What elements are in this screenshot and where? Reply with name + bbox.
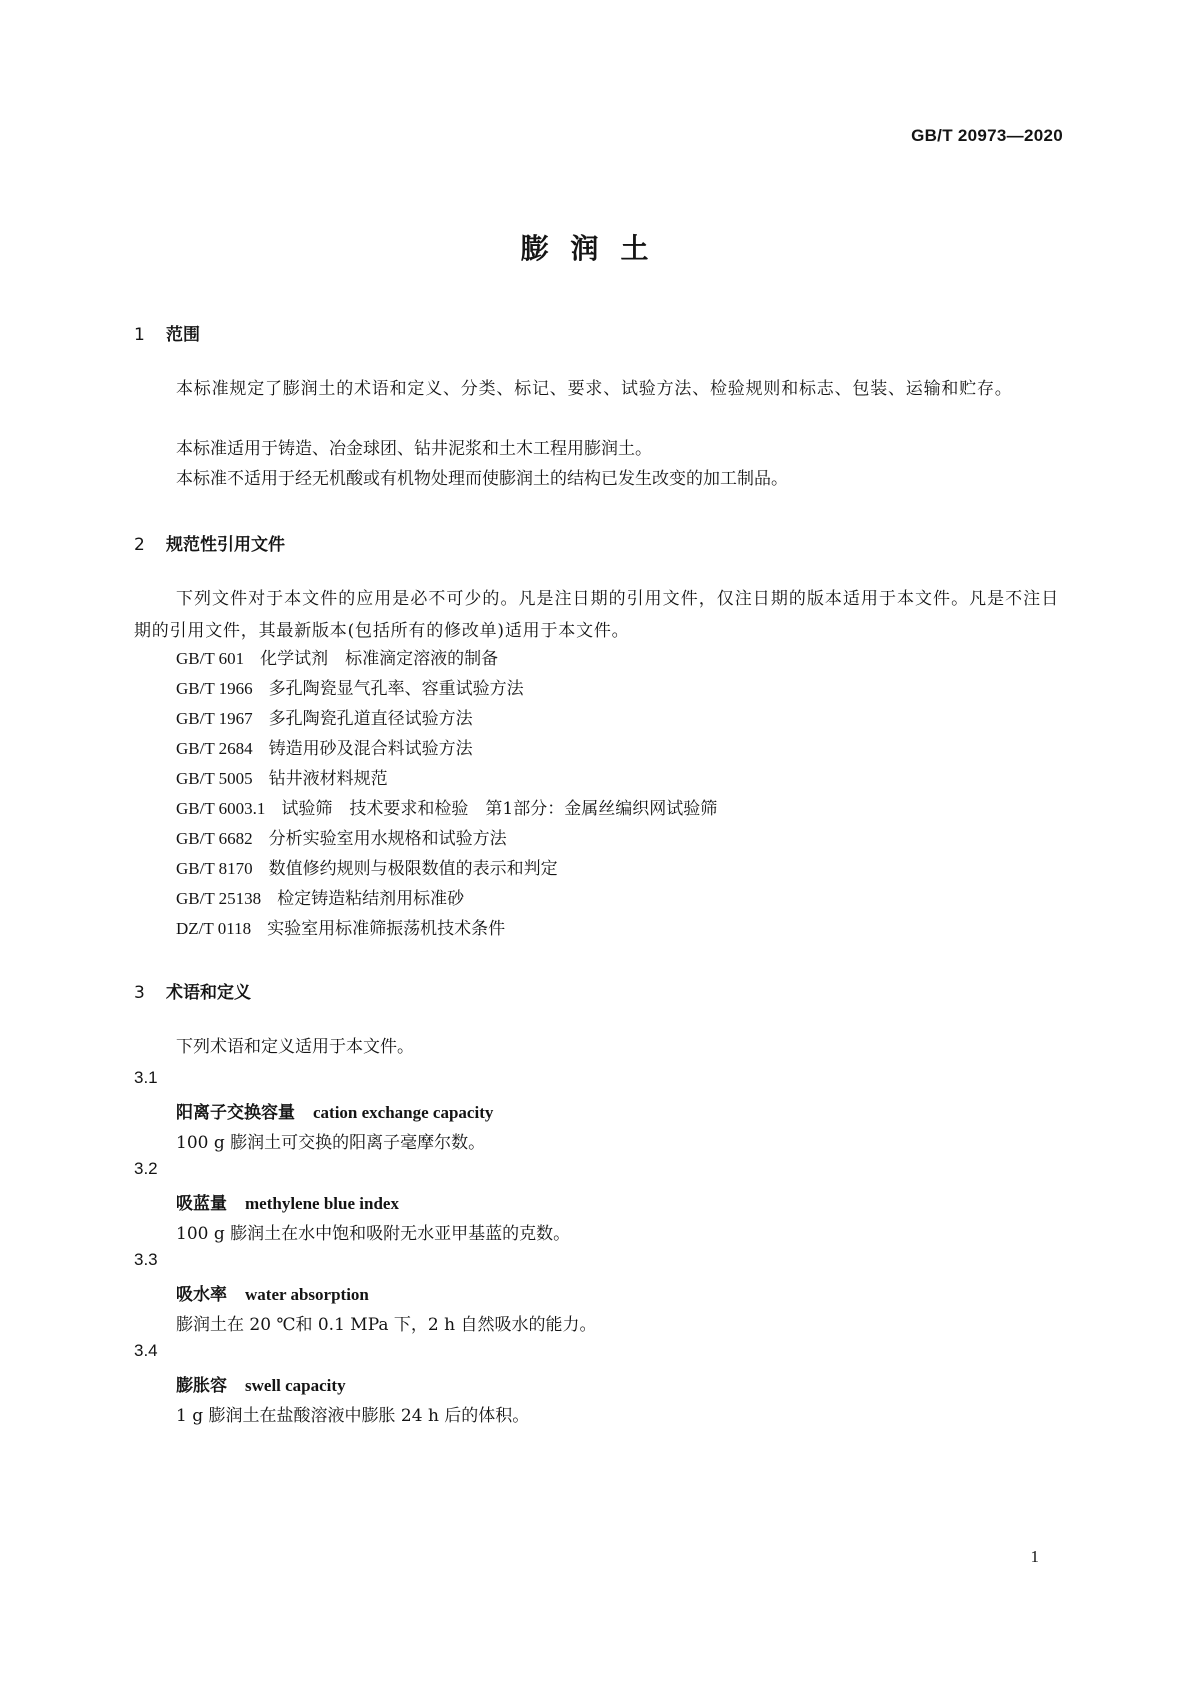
scope-paragraph-3: 本标准不适用于经无机酸或有机物处理而使膨润土的结构已发生改变的加工制品。 <box>176 469 788 489</box>
term-name-en: cation exchange capacity <box>313 1103 494 1122</box>
reference-code: GB/T 601 <box>176 649 245 668</box>
reference-item <box>176 703 473 735</box>
section-heading-scope <box>134 320 200 345</box>
reference-title: 钻井液材料规范 <box>268 769 388 789</box>
reference-code: GB/T 6003.1 <box>176 799 266 818</box>
term-number: 3.2 <box>134 1159 158 1178</box>
reference-title: 多孔陶瓷显气孔率、容重试验方法 <box>268 679 524 699</box>
term-name-zh: 膨胀容 <box>176 1376 227 1396</box>
standard-code: GB/T 20973—2020 <box>911 126 1063 145</box>
reference-code: GB/T 6682 <box>176 829 253 848</box>
reference-code: DZ/T 0118 <box>176 919 252 938</box>
reference-title: 检定铸造粘结剂用标准砂 <box>277 889 465 909</box>
section-number: 2 <box>134 535 145 555</box>
reference-item <box>176 733 473 765</box>
term-number: 3.1 <box>134 1068 158 1087</box>
reference-code: GB/T 1966 <box>176 679 253 698</box>
reference-title: 实验室用标准筛振荡机技术条件 <box>267 919 506 939</box>
scope-paragraph-1: 本标准规定了膨润土的术语和定义、分类、标记、要求、试验方法、检验规则和标志、包装、运输和贮存。 <box>176 379 1013 399</box>
term-name <box>176 1371 346 1396</box>
section-heading-normative-references <box>134 530 285 555</box>
terms-intro: 下列术语和定义适用于本文件。 <box>176 1037 414 1057</box>
term-name-zh: 吸水率 <box>176 1285 227 1305</box>
reference-item <box>176 673 524 705</box>
section-heading-terms <box>134 978 251 1003</box>
term-definition: 1 g 膨润土在盐酸溶液中膨胀 24 h 后的体积。 <box>176 1406 530 1426</box>
reference-title: 分析实验室用水规格和试验方法 <box>268 829 507 849</box>
reference-item <box>176 643 498 675</box>
reference-title: 铸造用砂及混合料试验方法 <box>268 739 473 759</box>
scope-paragraph-2: 本标准适用于铸造、冶金球团、钻井泥浆和土木工程用膨润土。 <box>176 439 652 459</box>
reference-item <box>176 883 464 915</box>
reference-code: GB/T 1967 <box>176 709 253 728</box>
reference-item <box>176 823 507 855</box>
document-title: 膨润土 <box>520 232 671 265</box>
term-name-en: swell capacity <box>245 1376 346 1395</box>
section-title: 范围 <box>166 325 200 345</box>
term-name <box>176 1189 399 1214</box>
reference-item <box>176 853 558 885</box>
term-name <box>176 1280 369 1305</box>
reference-code: GB/T 5005 <box>176 769 253 788</box>
reference-item <box>176 763 388 795</box>
term-definition: 膨润土在 20 ℃和 0.1 MPa 下，2 h 自然吸水的能力。 <box>176 1315 597 1335</box>
reference-item <box>176 913 505 945</box>
term-name-en: water absorption <box>245 1285 369 1304</box>
reference-title: 试验筛 技术要求和检验 第1部分：金属丝编织网试验筛 <box>281 799 718 819</box>
term-name <box>176 1098 493 1123</box>
reference-title: 数值修约规则与极限数值的表示和判定 <box>268 859 558 879</box>
section-title: 规范性引用文件 <box>166 535 285 555</box>
page-number: 1 <box>1030 1547 1039 1566</box>
term-name-zh: 阳离子交换容量 <box>176 1103 295 1123</box>
term-definition: 100 g 膨润土在水中饱和吸附无水亚甲基蓝的克数。 <box>176 1224 571 1244</box>
reference-code: GB/T 25138 <box>176 889 262 908</box>
section-number: 1 <box>134 325 145 345</box>
term-number: 3.3 <box>134 1250 158 1269</box>
term-number: 3.4 <box>134 1341 158 1360</box>
reference-item <box>176 793 717 825</box>
reference-code: GB/T 8170 <box>176 859 253 878</box>
reference-code: GB/T 2684 <box>176 739 253 758</box>
section-number: 3 <box>134 983 145 1003</box>
term-definition: 100 g 膨润土可交换的阳离子毫摩尔数。 <box>176 1133 486 1153</box>
reference-title: 化学试剂 标准滴定溶液的制备 <box>260 649 499 669</box>
term-name-en: methylene blue index <box>245 1194 399 1213</box>
references-intro: 下列文件对于本文件的应用是必不可少的。凡是注日期的引用文件，仅注日期的版本适用于本文件。凡是不注日期的引用文件，其最新版本(包括所有的修改单)适用于本文件。 <box>134 589 1059 641</box>
reference-title: 多孔陶瓷孔道直径试验方法 <box>268 709 473 729</box>
section-title: 术语和定义 <box>166 983 251 1003</box>
term-name-zh: 吸蓝量 <box>176 1194 227 1214</box>
